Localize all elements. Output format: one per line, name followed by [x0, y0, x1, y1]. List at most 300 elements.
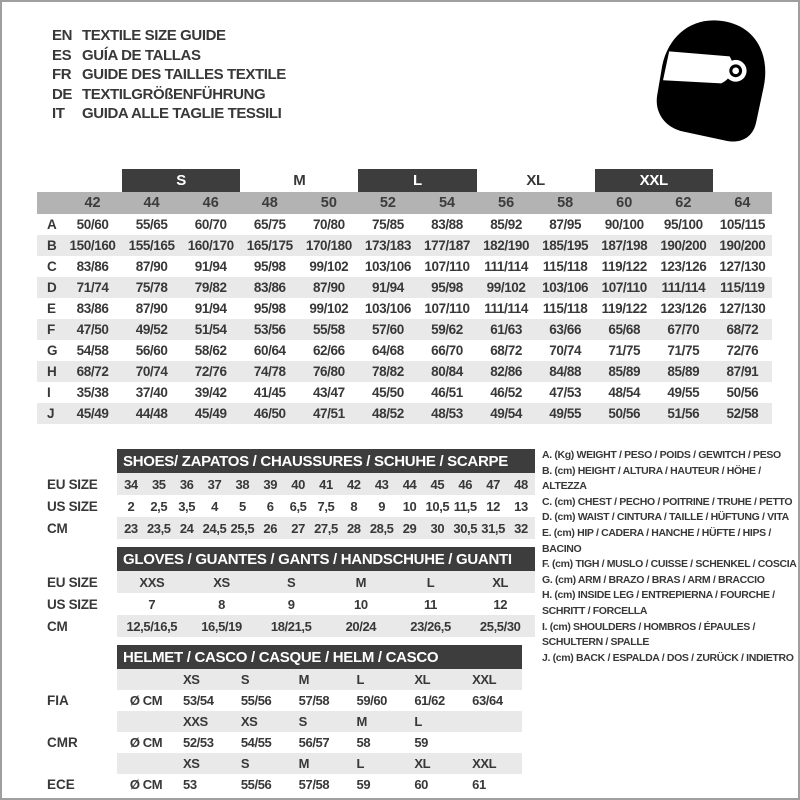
shoes-cell: 39: [263, 476, 278, 492]
measurement-value: 83/86: [76, 259, 109, 274]
gloves-cell: 11: [424, 596, 437, 612]
size-group-s: S: [122, 169, 240, 192]
textile-row-c: [37, 256, 772, 277]
measurement-value: 71/75: [667, 343, 700, 358]
helmet-size-value: 52/53: [183, 735, 214, 750]
shoes-row: [117, 473, 535, 495]
shoes-cell: 5: [238, 498, 246, 514]
measurement-value: 170/180: [305, 238, 352, 253]
shoes-cell: 35: [151, 476, 166, 492]
measurement-value: 68/72: [76, 364, 109, 379]
helmet-size-label: L: [356, 756, 365, 771]
helmet-size-value: 54/55: [240, 735, 272, 750]
helmet-values-row-fia: [117, 690, 522, 711]
row-letter: E: [47, 301, 56, 316]
measurement-value: 87/91: [726, 364, 759, 379]
measurement-value: 60/64: [253, 343, 286, 358]
measurement-value: 91/94: [372, 280, 404, 295]
gloves-row: [117, 593, 535, 615]
textile-row-h: [37, 361, 772, 382]
shoes-cell: 48: [514, 476, 528, 492]
measurement-value: 95/98: [431, 280, 463, 295]
shoes-cell: 6,5: [289, 498, 307, 514]
gloves-cell: 12,5/16,5: [126, 618, 178, 634]
measurement-value: 119/122: [601, 259, 647, 274]
helmet-size-label: S: [298, 714, 307, 729]
language-code: EN: [52, 27, 73, 45]
measurement-value: 150/160: [69, 238, 116, 253]
helmet-size-label: XL: [414, 756, 431, 771]
legend-item: D. (cm) WAIST / CINTURA / TAILLE / HÜFTUNG / VITA: [542, 511, 789, 524]
shoes-cell: 45: [430, 476, 445, 492]
shoes-cell: 11,5: [453, 498, 477, 514]
measurement-value: 67/70: [667, 322, 700, 337]
helmet-size-label: XXL: [472, 756, 497, 771]
measurement-value: 165/175: [246, 238, 293, 253]
measurement-value: 107/110: [424, 259, 470, 274]
measurement-value: 160/170: [187, 238, 234, 253]
measurement-value: 83/86: [253, 280, 286, 295]
gloves-section-title: GLOVES / GUANTES / GANTS / HANDSCHUHE / GUANTI: [117, 547, 535, 571]
shoes-cell: 38: [235, 476, 250, 492]
measurement-legend: [542, 448, 798, 666]
shoes-cell: 3,5: [178, 498, 196, 514]
shoes-cell: 8: [350, 498, 358, 514]
shoes-cell: 12: [486, 498, 500, 514]
shoes-cell: 9: [378, 498, 386, 514]
measurement-value: 87/95: [549, 217, 582, 232]
shoes-row: [117, 517, 535, 539]
size-column-label: 50: [320, 195, 337, 211]
helmet-section-title: HELMET / CASCO / CASQUE / HELM / CASCO: [117, 645, 522, 669]
shoes-cell: 6: [266, 498, 274, 514]
textile-row-d: [37, 277, 772, 298]
measurement-value: 44/48: [135, 406, 168, 421]
gloves-table: [117, 547, 535, 637]
gloves-cell: XS: [213, 574, 230, 590]
measurement-value: 173/183: [364, 238, 411, 253]
legend-item: B. (cm) HEIGHT / ALTURA / HAUTEUR / HÖHE / ALTEZZA: [542, 464, 761, 493]
gloves-cell: 12: [493, 596, 508, 612]
shoes-cell: 2: [127, 498, 135, 514]
size-group-l: L: [358, 169, 476, 192]
legend-item: H. (cm) INSIDE LEG / ENTREPIERNA / FOURCHE / SCHRITT / FORCELLA: [542, 589, 775, 617]
measurement-value: 45/50: [372, 385, 404, 400]
measurement-value: 72/76: [194, 364, 227, 379]
measurement-value: 51/54: [194, 322, 227, 337]
row-letter: J: [47, 406, 55, 421]
textile-row-i: [37, 382, 772, 403]
gloves-cell: 9: [287, 596, 295, 612]
measurement-value: 105/115: [719, 217, 766, 232]
measurement-value: 155/165: [128, 238, 175, 253]
textile-row-f: [37, 319, 772, 340]
measurement-value: 185/195: [542, 238, 589, 253]
measurement-value: 85/89: [667, 364, 700, 379]
shoes-cell: 34: [124, 476, 138, 492]
measurement-value: 71/74: [76, 280, 109, 295]
helmet-standard-slot: [47, 669, 117, 711]
spacer: [47, 669, 117, 690]
gloves-cell: 7: [148, 596, 156, 612]
helmet-standard-slot: [47, 711, 117, 753]
helmet-sizes-row-ece: [117, 753, 522, 774]
language-row: [52, 46, 286, 66]
measurement-value: 60/70: [194, 217, 227, 232]
measurement-value: 58/62: [194, 343, 227, 358]
language-code: DE: [52, 85, 73, 103]
shoes-cell: 10,5: [425, 498, 450, 514]
language-title: GUIDA ALLE TAGLIE TESSILI: [82, 105, 282, 123]
gloves-row: [117, 615, 535, 637]
gloves-cell: S: [287, 574, 296, 590]
row-letter: A: [47, 217, 57, 232]
row-letter: H: [47, 364, 57, 379]
legend-item: C. (cm) CHEST / PECHO / POITRINE / TRUHE / PETTO: [542, 495, 793, 508]
size-column-label: 60: [616, 195, 633, 211]
shoes-cell: 28,5: [369, 520, 394, 536]
measurement-value: 190/200: [660, 238, 707, 253]
gloves-cell: 23/26,5: [410, 618, 451, 634]
measurement-value: 76/80: [312, 364, 345, 379]
measurement-value: 37/40: [135, 385, 168, 400]
measurement-value: 35/38: [76, 385, 109, 400]
helmet-size-label: M: [298, 756, 310, 771]
helmet-icon: [644, 14, 772, 142]
gloves-row: [117, 571, 535, 593]
measurement-value: 43/47: [312, 385, 345, 400]
language-title: TEXTILE SIZE GUIDE: [82, 27, 226, 45]
measurement-value: 127/130: [719, 259, 766, 274]
measurement-value: 52/58: [726, 406, 759, 421]
measurement-value: 123/126: [660, 301, 707, 316]
size-column-label: 54: [438, 195, 456, 211]
language-list: [52, 26, 286, 124]
measurement-value: 50/56: [608, 406, 641, 421]
gloves-cell: 16,5/19: [201, 618, 242, 634]
measurement-value: 45/49: [76, 406, 109, 421]
language-row: [52, 104, 286, 124]
measurement-value: 50/60: [76, 217, 109, 232]
helmet-size-value: 56/57: [298, 735, 330, 750]
measurement-value: 66/70: [431, 343, 463, 358]
gloves-cell: 18/21,5: [270, 618, 312, 634]
measurement-value: 48/53: [431, 406, 463, 421]
diameter-unit-label: Ø CM: [129, 693, 163, 708]
textile-row-e: [37, 298, 772, 319]
helmet-size-value: 61: [472, 777, 486, 792]
measurement-value: 182/190: [483, 238, 530, 253]
size-column-label: 62: [675, 195, 692, 211]
shoes-row-labels: [47, 449, 117, 539]
textile-sizes-row: [37, 192, 772, 214]
helmet-size-value: 58: [356, 735, 371, 750]
measurement-value: 47/50: [76, 322, 109, 337]
helmet-size-label: S: [240, 672, 250, 687]
measurement-value: 190/200: [719, 238, 766, 253]
legend-item: F. (cm) TIGH / MUSLO / CUISSE / SCHENKEL / COSCIA: [542, 558, 797, 571]
size-column-label: 64: [734, 195, 751, 211]
shoes-cell: 37: [207, 476, 222, 492]
measurement-value: 103/106: [364, 259, 411, 274]
measurement-value: 107/110: [424, 301, 470, 316]
textile-row-g: [37, 340, 772, 361]
measurement-value: 103/106: [364, 301, 411, 316]
gloves-row-label: US SIZE: [47, 596, 98, 612]
measurement-value: 54/58: [76, 343, 109, 358]
helmet-size-label: M: [356, 714, 367, 729]
measurement-value: 82/86: [490, 364, 522, 379]
measurement-value: 48/52: [372, 406, 404, 421]
helmet-table: [117, 645, 522, 795]
gloves-cell: L: [426, 574, 435, 590]
shoes-cell: 23: [124, 520, 138, 536]
row-letter: F: [47, 322, 55, 337]
spacer: [47, 711, 117, 732]
gloves-cell: 20/24: [345, 618, 377, 634]
measurement-value: 74/78: [253, 364, 286, 379]
standard-label-ece: ECE: [47, 777, 75, 792]
shoes-cell: 23,5: [146, 520, 171, 536]
helmet-size-value: 61/62: [414, 693, 445, 708]
textile-row-j: [37, 403, 772, 424]
shoes-cell: 13: [514, 498, 528, 514]
shoes-cell: 24: [179, 520, 194, 536]
measurement-value: 177/187: [424, 238, 470, 253]
language-row: [52, 65, 286, 85]
row-letter: G: [47, 343, 58, 358]
language-code: IT: [52, 105, 65, 123]
gloves-cell: XL: [492, 574, 509, 590]
shoes-cell: 27,5: [314, 520, 338, 536]
shoes-cell: 47: [486, 476, 500, 492]
measurement-value: 55/58: [312, 322, 345, 337]
measurement-value: 57/60: [372, 322, 404, 337]
measurement-value: 115/118: [542, 259, 588, 274]
measurement-value: 87/90: [312, 280, 345, 295]
helmet-size-value: 59: [414, 735, 428, 750]
gloves-row-labels: [47, 547, 117, 637]
measurement-value: 107/110: [601, 280, 647, 295]
measurement-value: 49/52: [135, 322, 168, 337]
measurement-value: 68/72: [726, 322, 759, 337]
helmet-standard-labels: [47, 645, 117, 795]
shoes-cell: 28: [346, 520, 361, 536]
shoes-cell: 46: [458, 476, 473, 492]
measurement-value: 91/94: [194, 301, 227, 316]
measurement-value: 56/60: [135, 343, 168, 358]
measurement-value: 187/198: [601, 238, 648, 253]
shoes-cell: 2,5: [150, 498, 168, 514]
shoes-row-label: CM: [47, 520, 68, 536]
measurement-value: 75/78: [135, 280, 168, 295]
standard-label-cmr: CMR: [47, 735, 78, 750]
shoes-cell: 41: [319, 476, 333, 492]
helmet-size-value: 59: [356, 777, 371, 792]
measurement-value: 95/98: [253, 259, 286, 274]
measurement-value: 51/56: [667, 406, 700, 421]
legend-item: J. (cm) BACK / ESPALDA / DOS / ZURÜCK / INDIETRO: [542, 651, 794, 664]
helmet-size-label: M: [298, 672, 310, 687]
shoes-cell: 31,5: [481, 520, 505, 536]
row-letter: B: [47, 238, 57, 253]
shoes-cell: 25,5: [230, 520, 255, 536]
helmet-size-label: XS: [183, 756, 200, 771]
measurement-value: 80/84: [431, 364, 463, 379]
gloves-cell: 10: [354, 596, 368, 612]
helmet-values-row-cmr: [117, 732, 522, 753]
shoes-cell: 26: [263, 520, 278, 536]
measurement-value: 64/68: [372, 343, 404, 358]
language-title: GUIDE DES TAILLES TEXTILE: [82, 66, 286, 84]
legend-item: I. (cm) SHOULDERS / HOMBROS / ÉPAULES / SCHULTERN / SPALLE: [542, 620, 756, 649]
shoes-section-title: SHOES/ ZAPATOS / CHAUSSURES / SCHUHE / SCARPE: [117, 449, 535, 473]
measurement-value: 48/54: [608, 385, 641, 400]
measurement-value: 59/62: [431, 322, 463, 337]
measurement-value: 47/53: [549, 385, 582, 400]
measurement-value: 84/88: [549, 364, 582, 379]
measurement-value: 70/74: [549, 343, 582, 358]
spacer: [47, 753, 117, 774]
shoes-cell: 32: [514, 520, 528, 536]
measurement-value: 79/82: [194, 280, 227, 295]
gloves-cell: M: [355, 574, 367, 590]
measurement-value: 45/49: [194, 406, 227, 421]
measurement-value: 111/114: [484, 301, 528, 316]
shoes-section: [47, 449, 535, 539]
helmet-sizes-row-fia: [117, 669, 522, 690]
language-row: [52, 26, 286, 46]
size-group-m: M: [293, 172, 306, 189]
row-letter: D: [47, 280, 57, 295]
language-code: FR: [52, 66, 72, 84]
measurement-value: 91/94: [194, 259, 227, 274]
measurement-value: 71/75: [608, 343, 641, 358]
measurement-value: 75/85: [372, 217, 404, 232]
measurement-value: 41/45: [253, 385, 286, 400]
measurement-value: 70/74: [135, 364, 168, 379]
language-row: [52, 85, 286, 105]
gloves-row-label: EU SIZE: [47, 574, 98, 590]
shoes-cell: 24,5: [202, 520, 227, 536]
measurement-value: 99/102: [309, 259, 349, 274]
shoes-cell: 30: [430, 520, 445, 536]
helmet-size-value: 57/58: [298, 777, 330, 792]
measurement-value: 49/54: [490, 406, 522, 421]
helmet-size-value: 53: [183, 777, 197, 792]
helmet-size-label: XXL: [472, 672, 497, 687]
helmet-size-label: S: [240, 756, 250, 771]
measurement-value: 115/119: [720, 280, 765, 295]
shoes-cell: 36: [179, 476, 194, 492]
helmet-sizes-row-cmr: [117, 711, 522, 732]
measurement-value: 111/114: [661, 280, 706, 295]
helmet-size-value: 55/56: [240, 777, 272, 792]
measurement-value: 68/72: [490, 343, 522, 358]
shoes-table: [117, 449, 535, 539]
measurement-value: 63/66: [549, 322, 582, 337]
size-column-label: 56: [498, 195, 515, 211]
shoes-cell: 40: [291, 476, 305, 492]
shoes-cell: 7,5: [317, 498, 335, 514]
measurement-value: 99/102: [309, 301, 349, 316]
helmet-size-value: 55/56: [240, 693, 272, 708]
measurement-value: 85/89: [608, 364, 641, 379]
measurement-value: 103/106: [542, 280, 589, 295]
measurement-value: 83/88: [431, 217, 463, 232]
measurement-value: 95/100: [663, 217, 703, 232]
measurement-value: 65/75: [253, 217, 286, 232]
measurement-value: 111/114: [484, 259, 528, 274]
legend-item: E. (cm) HIP / CADERA / HANCHE / HÜFTE / HIPS / BACINO: [542, 526, 771, 555]
size-column-label: 42: [84, 195, 101, 211]
helmet-size-label: XL: [414, 672, 431, 687]
language-title: TEXTILGRÖßENFÜHRUNG: [82, 85, 266, 103]
gloves-row-label: CM: [47, 618, 68, 634]
textile-row-b: [37, 235, 772, 256]
legend-item: G. (cm) ARM / BRAZO / BRAS / ARM / BRACCIO: [542, 573, 765, 586]
helmet-size-label: L: [356, 672, 365, 687]
shoes-cell: 29: [402, 520, 417, 536]
measurement-value: 115/118: [542, 301, 588, 316]
group-spacer: [37, 169, 122, 192]
legend-item: A. (Kg) WEIGHT / PESO / POIDS / GEWITCH / PESO: [542, 449, 781, 461]
measurement-value: 46/51: [431, 385, 463, 400]
measurement-value: 55/65: [135, 217, 168, 232]
measurement-value: 119/122: [601, 301, 647, 316]
size-group-xxl: XXL: [595, 169, 713, 192]
row-letter: I: [47, 385, 51, 400]
helmet-size-value: 59/60: [356, 693, 388, 708]
gloves-section: [47, 547, 535, 637]
shoes-row: [117, 495, 535, 517]
shoes-cell: 44: [402, 476, 417, 492]
gloves-cell: XXS: [139, 574, 165, 590]
shoes-cell: 27: [291, 520, 305, 536]
helmet-size-label: XS: [240, 714, 258, 729]
size-column-label: 46: [202, 195, 219, 211]
measurement-value: 87/90: [135, 259, 168, 274]
measurement-value: 61/63: [490, 322, 522, 337]
standard-label-fia: FIA: [47, 693, 69, 708]
language-title: GUÍA DE TALLAS: [82, 46, 201, 64]
textile-group-header-row: [37, 169, 772, 192]
diameter-unit-label: Ø CM: [129, 735, 163, 750]
shoes-cell: 43: [374, 476, 389, 492]
measurement-value: 95/98: [253, 301, 286, 316]
measurement-value: 46/50: [253, 406, 286, 421]
measurement-value: 62/66: [312, 343, 345, 358]
measurement-value: 78/82: [372, 364, 404, 379]
helmet-size-value: 63/64: [472, 693, 503, 708]
language-code: ES: [52, 46, 72, 64]
measurement-value: 49/55: [667, 385, 700, 400]
helmet-standard-slot: [47, 753, 117, 795]
measurement-value: 49/55: [549, 406, 582, 421]
measurement-value: 70/80: [312, 217, 345, 232]
row-letter: C: [47, 259, 57, 274]
measurement-value: 123/126: [660, 259, 707, 274]
measurement-value: 85/92: [490, 217, 522, 232]
gloves-cell: 25,5/30: [479, 618, 521, 634]
measurement-value: 50/56: [726, 385, 759, 400]
textile-size-table: [37, 169, 772, 424]
size-column-label: 48: [261, 195, 278, 211]
measurement-value: 46/52: [490, 385, 522, 400]
helmet-size-label: XXS: [183, 714, 208, 729]
helmet-size-value: 53/54: [183, 693, 214, 708]
measurement-value: 65/68: [608, 322, 641, 337]
